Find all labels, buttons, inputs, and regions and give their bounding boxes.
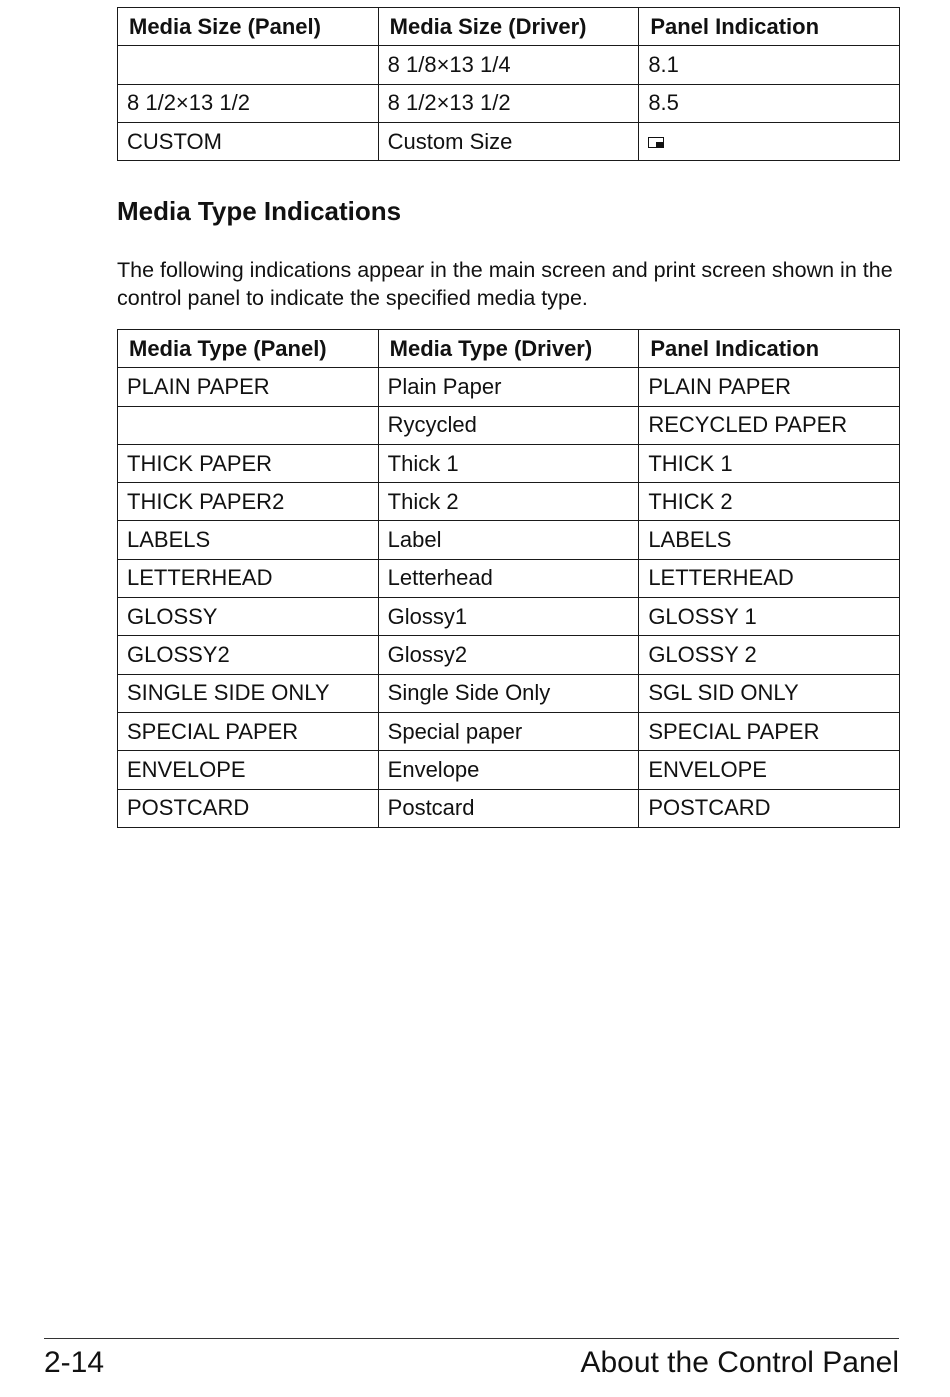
section-heading: Media Type Indications	[117, 196, 402, 226]
table-row	[118, 598, 900, 636]
table-cell: GLOSSY2	[118, 636, 379, 674]
page-number: 2-14	[44, 1346, 105, 1379]
table-cell: THICK 2	[639, 483, 900, 521]
footer-divider	[44, 1338, 899, 1339]
table-cell: Special paper	[378, 712, 639, 750]
table-cell: Single Side Only	[378, 674, 639, 712]
table-row	[118, 122, 900, 160]
table-cell: Custom Size	[378, 122, 639, 160]
table-cell: LABELS	[639, 521, 900, 559]
table-cell: LETTERHEAD	[639, 559, 900, 597]
table-cell: 8.1	[639, 46, 900, 84]
table-row	[118, 521, 900, 559]
table-row	[118, 674, 900, 712]
table-cell: PLAIN PAPER	[118, 368, 379, 406]
table-cell	[118, 46, 379, 84]
table-cell: ENVELOPE	[639, 751, 900, 789]
table-cell: Plain Paper	[378, 368, 639, 406]
table-cell: Rycycled	[378, 406, 639, 444]
table-cell: Thick 1	[378, 444, 639, 482]
table-cell: SINGLE SIDE ONLY	[118, 674, 379, 712]
footer-chapter-title: About the Control Panel	[580, 1346, 899, 1379]
table-cell: THICK 1	[639, 444, 900, 482]
table-cell: CUSTOM	[118, 122, 379, 160]
table-row	[118, 483, 900, 521]
table-row	[118, 712, 900, 750]
table-cell	[639, 122, 900, 160]
table-cell: Postcard	[378, 789, 639, 827]
table-cell: THICK PAPER	[118, 444, 379, 482]
table-cell: THICK PAPER2	[118, 483, 379, 521]
table-cell: Thick 2	[378, 483, 639, 521]
table-cell: 8 1/2×13 1/2	[118, 84, 379, 122]
table-row	[118, 559, 900, 597]
table-cell: Glossy1	[378, 598, 639, 636]
table-cell: 8 1/2×13 1/2	[378, 84, 639, 122]
table-row	[118, 636, 900, 674]
table-row	[118, 368, 900, 406]
column-header-media-size-driver: Media Size (Driver)	[378, 8, 639, 46]
table-cell: 8.5	[639, 84, 900, 122]
table-cell: ENVELOPE	[118, 751, 379, 789]
table-header-row	[118, 330, 900, 368]
media-type-table	[117, 329, 900, 828]
table-row	[118, 84, 900, 122]
table-cell: GLOSSY	[118, 598, 379, 636]
table-cell: GLOSSY 1	[639, 598, 900, 636]
column-header-media-type-driver: Media Type (Driver)	[378, 330, 639, 368]
table-row	[118, 46, 900, 84]
custom-size-icon	[648, 137, 664, 148]
column-header-media-size-panel: Media Size (Panel)	[118, 8, 379, 46]
table-cell: RECYCLED PAPER	[639, 406, 900, 444]
table-cell: Label	[378, 521, 639, 559]
table-cell	[118, 406, 379, 444]
column-header-panel-indication: Panel Indication	[639, 8, 900, 46]
table-row	[118, 751, 900, 789]
intro-paragraph: The following indications appear in the main screen and print screen shown in the control panel to indicate the specified media type.	[117, 258, 893, 310]
media-size-table	[117, 7, 900, 161]
table-cell: SPECIAL PAPER	[118, 712, 379, 750]
table-row	[118, 444, 900, 482]
column-header-media-type-panel: Media Type (Panel)	[118, 330, 379, 368]
table-cell: LABELS	[118, 521, 379, 559]
table-row	[118, 789, 900, 827]
table-cell: PLAIN PAPER	[639, 368, 900, 406]
table-cell: Letterhead	[378, 559, 639, 597]
table-cell: GLOSSY 2	[639, 636, 900, 674]
table-cell: Envelope	[378, 751, 639, 789]
table-cell: SPECIAL PAPER	[639, 712, 900, 750]
table-cell: LETTERHEAD	[118, 559, 379, 597]
table-cell: Glossy2	[378, 636, 639, 674]
table-cell: SGL SID ONLY	[639, 674, 900, 712]
table-cell: POSTCARD	[639, 789, 900, 827]
column-header-panel-indication: Panel Indication	[639, 330, 900, 368]
table-cell: 8 1/8×13 1/4	[378, 46, 639, 84]
table-cell: POSTCARD	[118, 789, 379, 827]
table-header-row	[118, 8, 900, 46]
table-row	[118, 406, 900, 444]
